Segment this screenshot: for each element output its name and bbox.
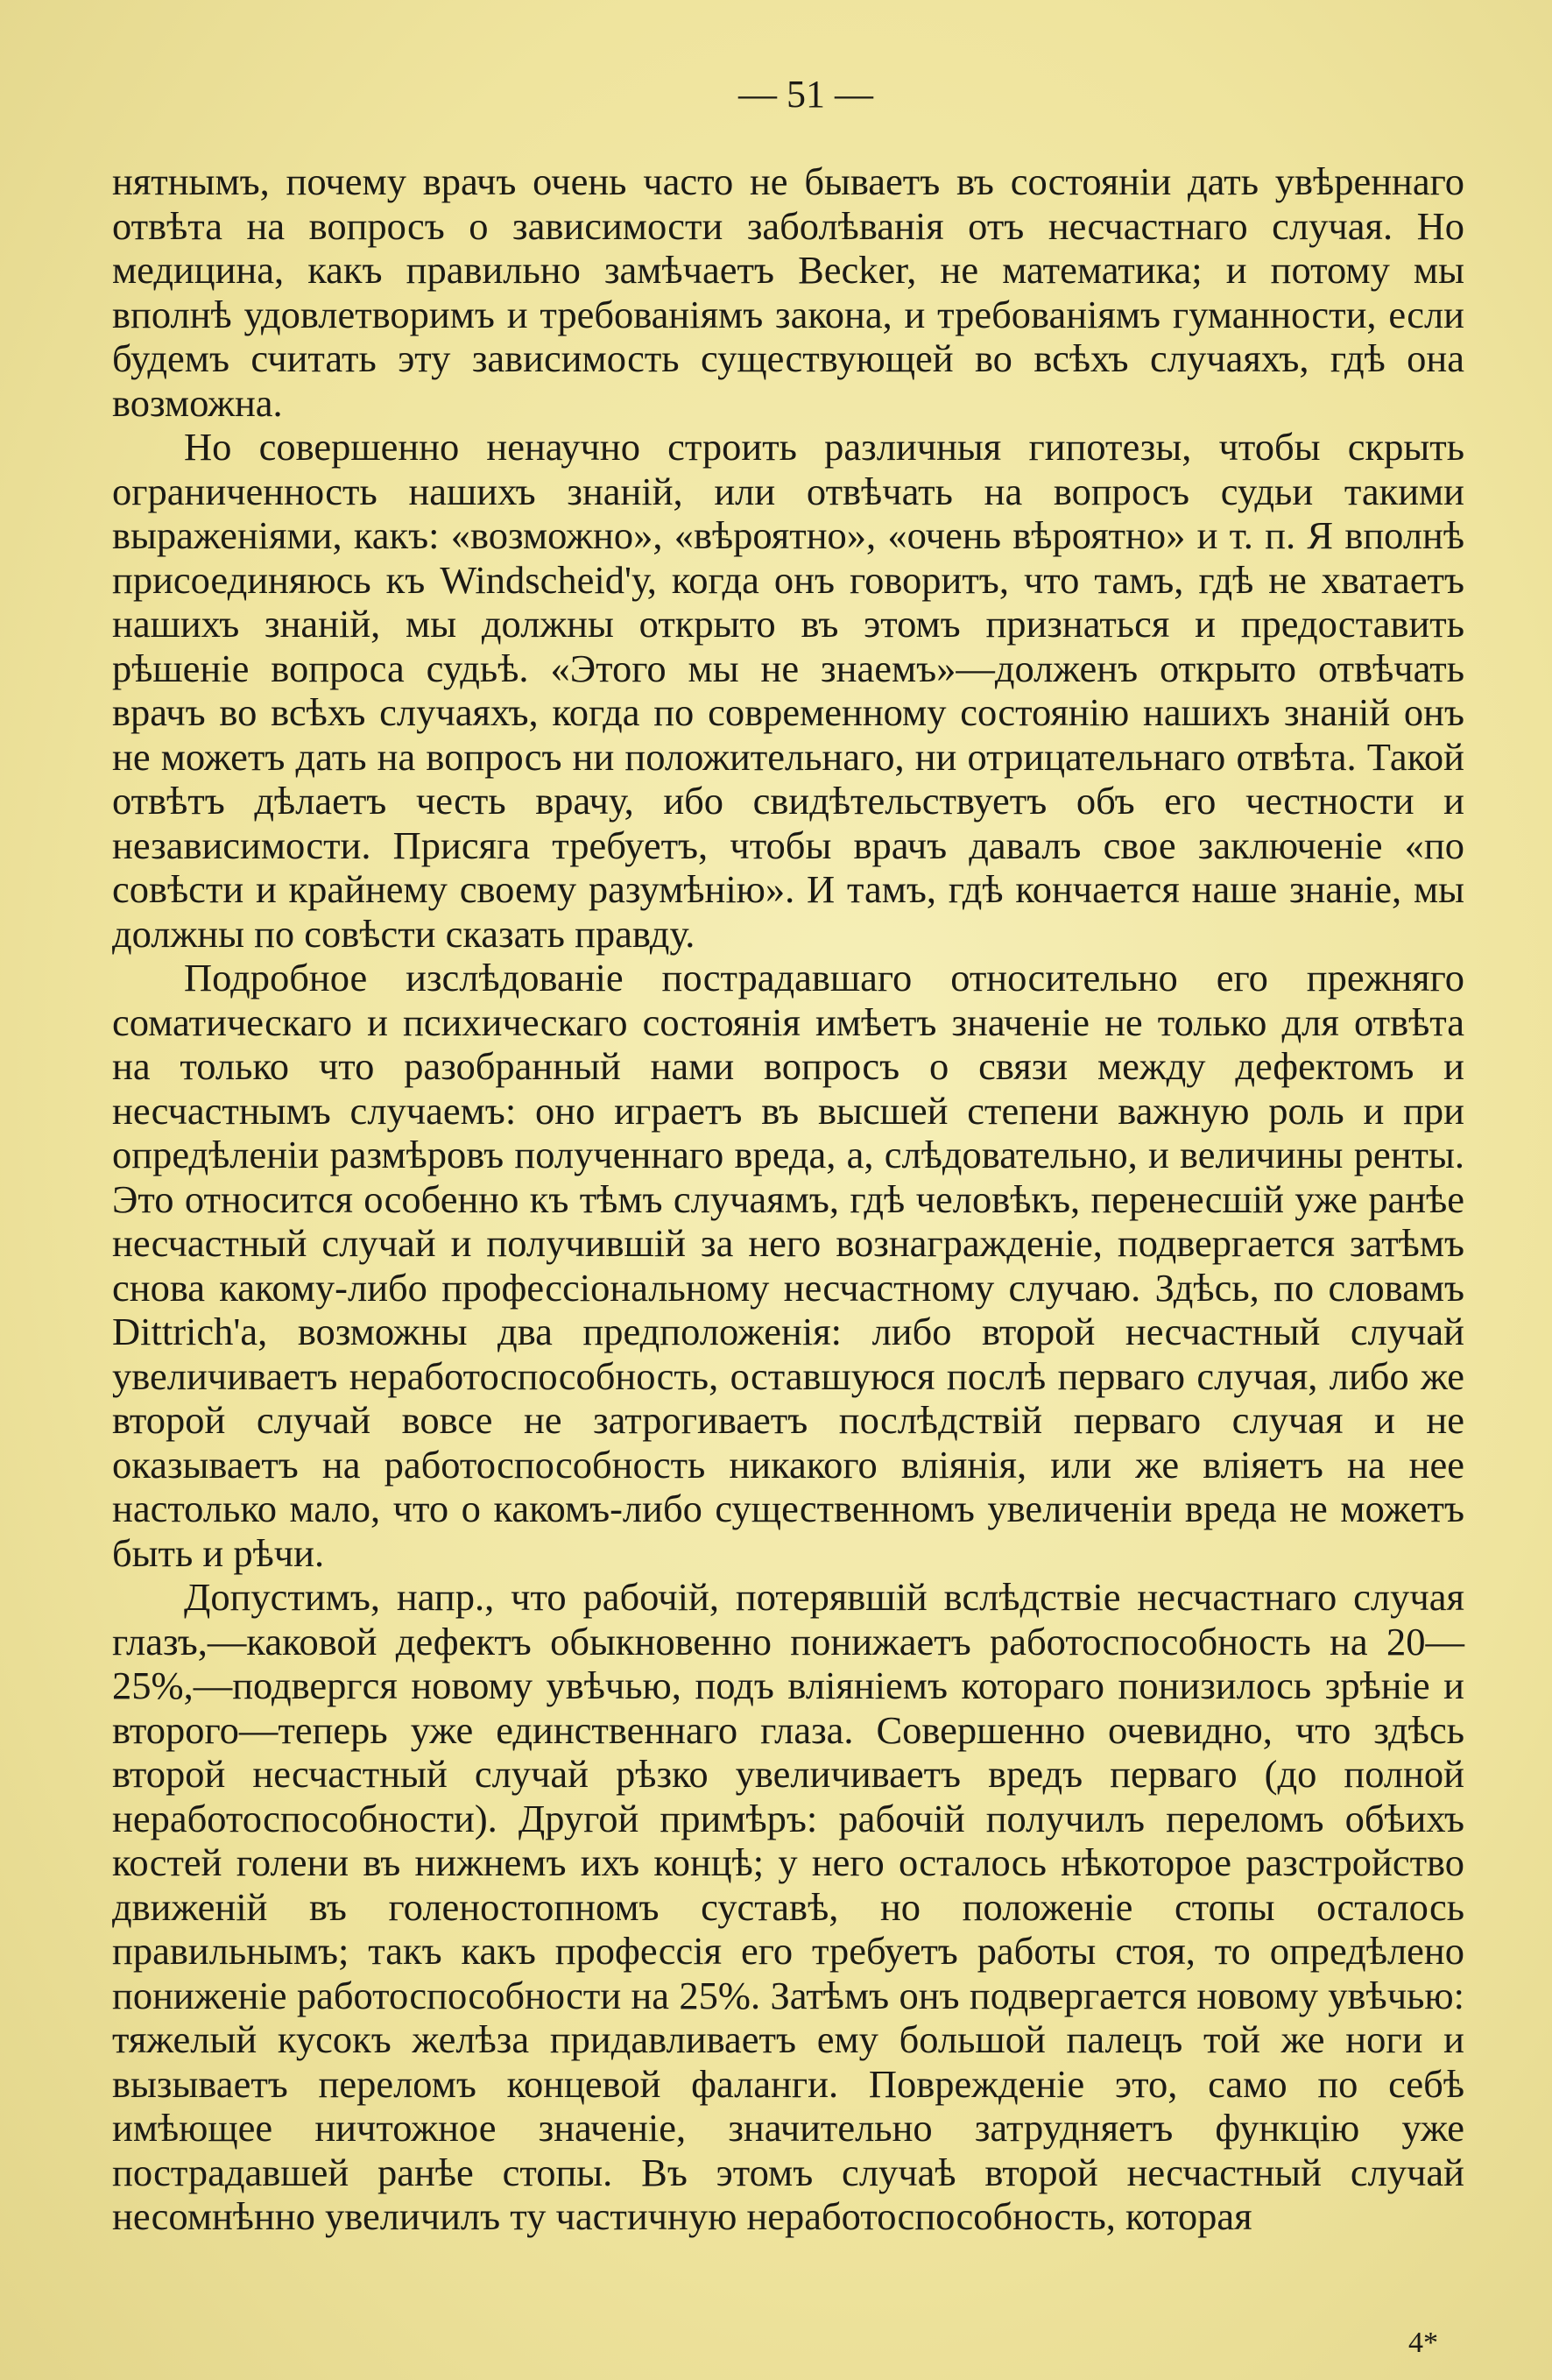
paragraph-2: Но совершенно ненаучно строить различныя гипотезы, чтобы скрыть ограниченность нашихъ знанiй, или отвѣчать на вопросъ судьи такими выраженiями, какъ: «возможно», «вѣроятно», «очень вѣроятно» и т. п. Я вполнѣ присоединяюсь къ Windscheid'у, когда онъ говоритъ, что тамъ, гдѣ не хватаетъ нашихъ знанiй, мы должны открыто въ этомъ признаться и предоставить рѣшенiе вопроса судьѣ. «Этого мы не знаемъ»—долженъ открыто отвѣчать врачъ во всѣхъ случаяхъ, когда по современному состоянiю нашихъ знанiй онъ не можетъ дать на вопросъ ни положительнаго, ни отрицательнаго отвѣта. Такой отвѣтъ дѣлаетъ честь врачу, ибо свидѣтельствуетъ объ его честности и независимости. Присяга требуетъ, чтобы врачъ давалъ свое заключенiе «по совѣсти и крайнему своему разумѣнiю». И тамъ, гдѣ кончается наше знанiе, мы должны по совѣсти сказать правду. <box>112 425 1464 956</box>
signature-mark: 4* <box>1408 2327 1438 2359</box>
paragraph-3: Подробное изслѣдованiе пострадавшаго относительно его прежняго соматическаго и психическаго состоянiя имѣетъ значенiе не только для отвѣта на только что разобранный нами вопросъ о связи между дефектомъ и несчастнымъ случаемъ: оно играетъ въ высшей степени важную роль и при опредѣленiи размѣровъ полученнаго вреда, а, слѣдовательно, и величины ренты. Это относится особенно къ тѣмъ случаямъ, гдѣ человѣкъ, перенесшiй уже ранѣе несчастный случай и получившiй за него вознагражденiе, подвергается затѣмъ снова какому-либо профессiональному несчастному случаю. Здѣсь, по словамъ Dittrich'а, возможны два предположенiя: либо второй несчастный случай увеличиваетъ неработоспособность, оставшуюся послѣ перваго случая, либо же второй случай вовсе не затрогиваетъ послѣдствiй перваго случая и не оказываетъ на работоспособность никакого влiянiя, или же влiяетъ на нее настолько мало, что о какомъ-либо существенномъ увеличенiи вреда не можетъ быть и рѣчи. <box>112 956 1464 1575</box>
paragraph-1: нятнымъ, почему врачъ очень часто не бываетъ въ состоянiи дать увѣреннаго отвѣта на вопросъ о зависимости заболѣванiя отъ несчастнаго случая. Но медицина, какъ правильно замѣчаетъ Becker, не математика; и потому мы вполнѣ удовлетворимъ и требованiямъ закона, и требованiямъ гуманности, если будемъ считать эту зависимость существующей во всѣхъ случаяхъ, гдѣ она возможна. <box>112 159 1464 425</box>
page-number: — 51 — <box>738 73 873 116</box>
body-text <box>112 159 1464 2239</box>
paragraph-4: Допустимъ, напр., что рабочiй, потерявшiй вслѣдствiе несчастнаго случая глазъ,—каковой дефектъ обыкновенно понижаетъ работоспособность на 20—25%,—подвергся новому увѣчью, подъ влiянiемъ котораго понизилось зрѣнiе и второго—теперь уже единственнаго глаза. Совершенно очевидно, что здѣсь второй несчастный случай рѣзко увеличиваетъ вредъ перваго (до полной неработоспособности). Другой примѣръ: рабочiй получилъ переломъ обѣихъ костей голени въ нижнемъ ихъ концѣ; у него осталось нѣкоторое разстройство движенiй въ голеностопномъ суставѣ, но положенiе стопы осталось правильнымъ; такъ какъ профессiя его требуетъ работы стоя, то опредѣлено пониженiе работоспособности на 25%. Затѣмъ онъ подвергается новому увѣчью: тяжелый кусокъ желѣза придавливаетъ ему большой палецъ той же ноги и вызываетъ переломъ концевой фаланги. Поврежденiе это, само по себѣ имѣющее ничтожное значенiе, значительно затрудняетъ функцiю уже пострадавшей ранѣе стопы. Въ этомъ случаѣ второй несчастный случай несомнѣнно увеличилъ ту частичную неработоспособность, которая <box>112 1575 1464 2238</box>
